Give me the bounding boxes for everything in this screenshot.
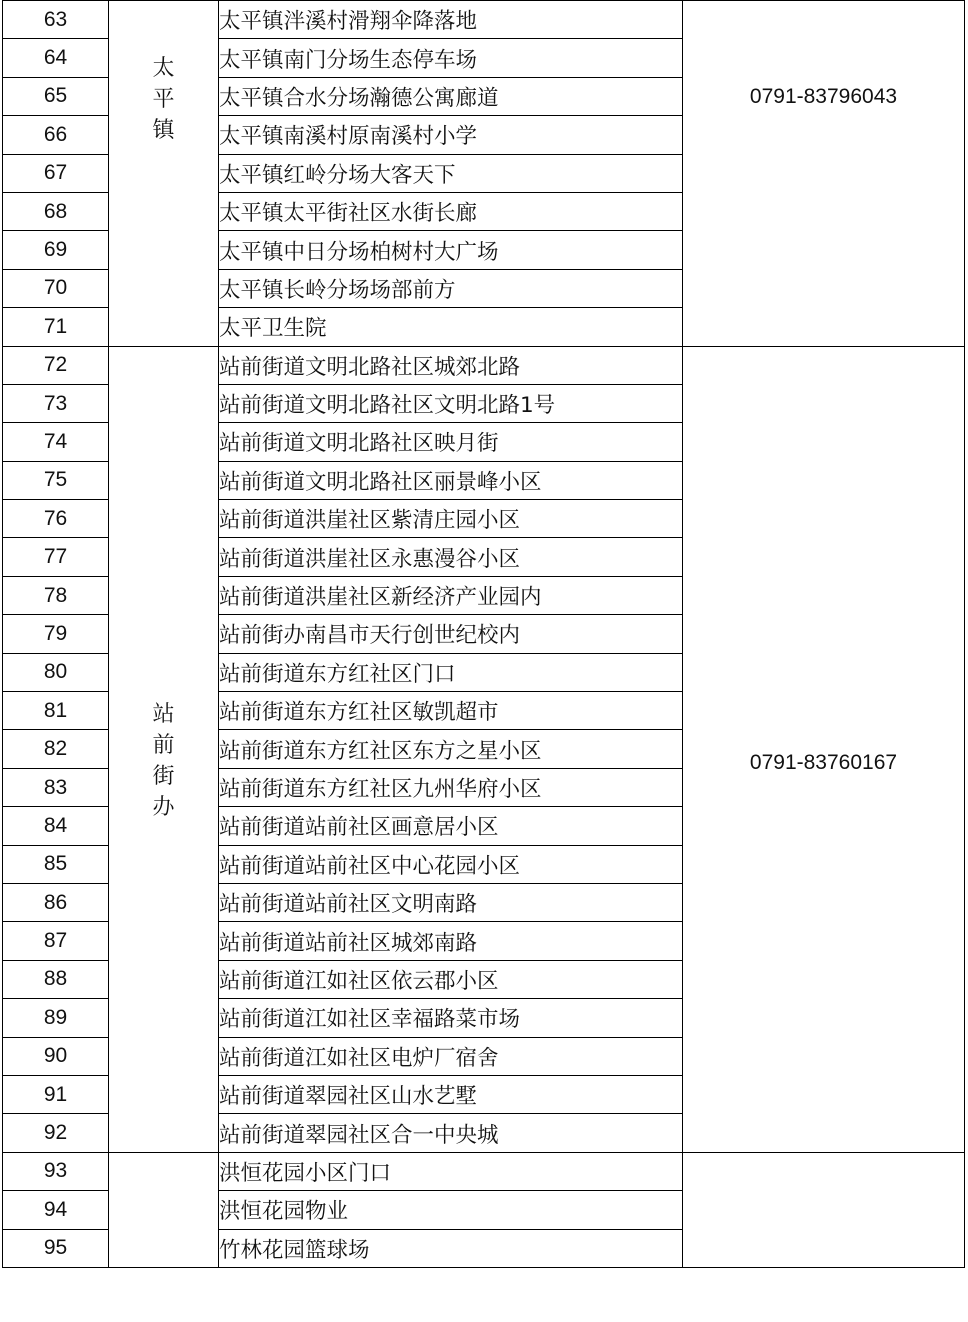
location-cell: 站前街道东方红社区敏凯超市 (219, 692, 683, 730)
table-row (3, 1152, 965, 1190)
row-number: 67 (3, 154, 109, 192)
location-cell: 洪恒花园小区门口 (219, 1152, 683, 1190)
row-number: 64 (3, 39, 109, 77)
location-cell: 太平镇合水分场瀚德公寓廊道 (219, 77, 683, 115)
row-number: 79 (3, 615, 109, 653)
row-number: 90 (3, 1037, 109, 1075)
row-number: 78 (3, 576, 109, 614)
row-number: 71 (3, 308, 109, 346)
table-row (3, 1, 965, 39)
location-cell: 太平镇泮溪村滑翔伞降落地 (219, 1, 683, 39)
location-cell: 站前街道站前社区城郊南路 (219, 922, 683, 960)
location-cell: 站前街办南昌市天行创世纪校内 (219, 615, 683, 653)
row-number: 82 (3, 730, 109, 768)
row-number: 66 (3, 116, 109, 154)
row-number: 77 (3, 538, 109, 576)
location-cell: 站前街道翠园社区合一中央城 (219, 1114, 683, 1152)
location-cell: 洪恒花园物业 (219, 1191, 683, 1229)
row-number: 91 (3, 1075, 109, 1113)
table-body (3, 1, 965, 1268)
row-number: 73 (3, 384, 109, 422)
sheet (2, 0, 965, 1268)
row-number: 63 (3, 1, 109, 39)
row-number: 75 (3, 461, 109, 499)
row-number: 89 (3, 999, 109, 1037)
location-cell: 站前街道站前社区中心花园小区 (219, 845, 683, 883)
location-cell: 站前街道翠园社区山水艺墅 (219, 1075, 683, 1113)
row-number: 68 (3, 192, 109, 230)
row-number: 87 (3, 922, 109, 960)
location-cell: 太平镇南溪村原南溪村小学 (219, 116, 683, 154)
table-row (3, 346, 965, 384)
row-number: 85 (3, 845, 109, 883)
region-cell (109, 346, 219, 1152)
row-number: 92 (3, 1114, 109, 1152)
location-cell: 站前街道洪崖社区新经济产业园内 (219, 576, 683, 614)
row-number: 65 (3, 77, 109, 115)
location-cell: 站前街道文明北路社区丽景峰小区 (219, 461, 683, 499)
location-cell: 站前街道文明北路社区城郊北路 (219, 346, 683, 384)
phone-cell: 0791-83796043 (683, 1, 965, 347)
row-number: 94 (3, 1191, 109, 1229)
row-number: 86 (3, 883, 109, 921)
row-number: 74 (3, 423, 109, 461)
phone-cell: 0791-83760167 (683, 346, 965, 1152)
row-number: 93 (3, 1152, 109, 1190)
location-cell: 竹林花园篮球场 (219, 1229, 683, 1267)
row-number: 80 (3, 653, 109, 691)
location-cell: 太平镇长岭分场场部前方 (219, 269, 683, 307)
region-cell (109, 1152, 219, 1267)
row-number: 88 (3, 960, 109, 998)
row-number: 95 (3, 1229, 109, 1267)
location-cell: 站前街道江如社区依云郡小区 (219, 960, 683, 998)
location-cell: 站前街道江如社区幸福路菜市场 (219, 999, 683, 1037)
row-number: 72 (3, 346, 109, 384)
row-number: 76 (3, 500, 109, 538)
location-cell: 站前街道文明北路社区映月街 (219, 423, 683, 461)
location-cell: 站前街道东方红社区东方之星小区 (219, 730, 683, 768)
row-number: 83 (3, 768, 109, 806)
location-cell: 站前街道洪崖社区紫清庄园小区 (219, 500, 683, 538)
location-cell: 太平镇红岭分场大客天下 (219, 154, 683, 192)
region-cell (109, 1, 219, 347)
row-number: 69 (3, 231, 109, 269)
location-cell: 站前街道东方红社区九州华府小区 (219, 768, 683, 806)
location-cell: 太平卫生院 (219, 308, 683, 346)
region-label: 太平镇 (152, 56, 175, 143)
location-cell: 站前街道站前社区文明南路 (219, 883, 683, 921)
location-cell: 太平镇中日分场柏树村大广场 (219, 231, 683, 269)
location-cell: 太平镇太平街社区水街长廊 (219, 192, 683, 230)
location-cell: 站前街道站前社区画意居小区 (219, 807, 683, 845)
location-table (2, 0, 965, 1268)
location-cell: 太平镇南门分场生态停车场 (219, 39, 683, 77)
phone-cell (683, 1152, 965, 1267)
location-cell: 站前街道文明北路社区文明北路1号 (219, 384, 683, 422)
row-number: 84 (3, 807, 109, 845)
region-label: 站前街办 (152, 701, 175, 820)
location-cell: 站前街道洪崖社区永惠漫谷小区 (219, 538, 683, 576)
location-cell: 站前街道东方红社区门口 (219, 653, 683, 691)
row-number: 81 (3, 692, 109, 730)
location-cell: 站前街道江如社区电炉厂宿舍 (219, 1037, 683, 1075)
row-number: 70 (3, 269, 109, 307)
